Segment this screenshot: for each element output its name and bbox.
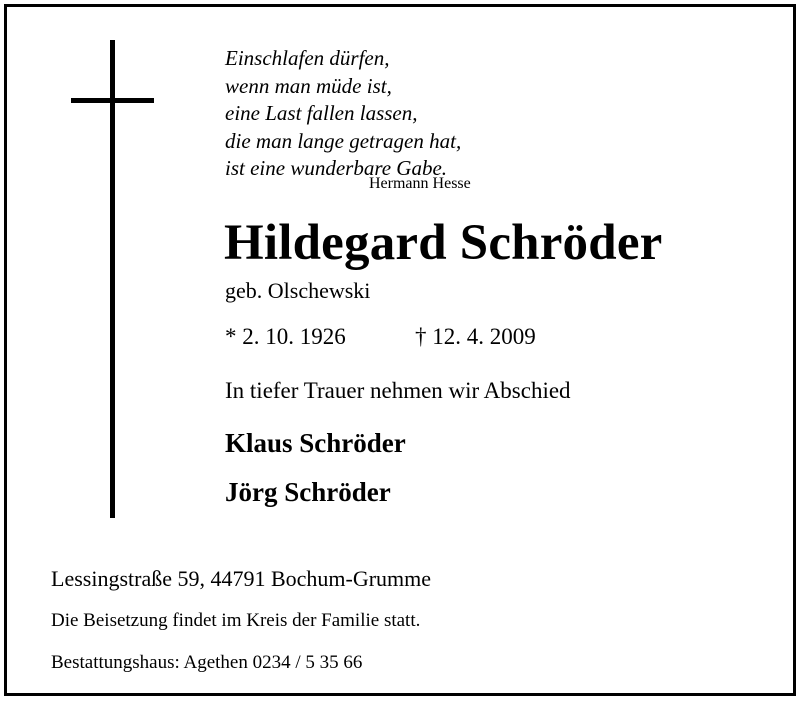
cross-vertical-bar bbox=[110, 40, 115, 518]
poem-line: wenn man müde ist, bbox=[225, 73, 392, 98]
deceased-name: Hildegard Schröder bbox=[224, 215, 663, 271]
birth-date: * 2. 10. 1926 bbox=[225, 324, 346, 349]
poem-line: Einschlafen dürfen, bbox=[225, 46, 390, 70]
poem-line: eine Last fallen lassen, bbox=[225, 101, 418, 125]
undertaker-contact: Bestattungshaus: Agethen 0234 / 5 35 66 bbox=[51, 652, 363, 673]
mourner-name: Klaus Schröder bbox=[225, 428, 406, 458]
mourning-text: In tiefer Trauer nehmen wir Abschied bbox=[225, 378, 571, 403]
poem-author: Hermann Hesse bbox=[369, 175, 471, 192]
maiden-name: geb. Olschewski bbox=[225, 278, 371, 303]
mourner-name: Jörg Schröder bbox=[225, 477, 391, 507]
cross-horizontal-bar bbox=[71, 98, 154, 103]
poem-line: die man lange getragen hat, bbox=[225, 128, 462, 153]
obituary-notice bbox=[4, 4, 796, 696]
funeral-note: Die Beisetzung findet im Kreis der Familie statt. bbox=[51, 610, 421, 631]
family-address: Lessingstraße 59, 44791 Bochum-Grumme bbox=[51, 566, 432, 591]
poem-line: ist eine wunderbare Gabe. bbox=[225, 156, 448, 180]
death-date: † 12. 4. 2009 bbox=[415, 324, 536, 349]
poem bbox=[225, 45, 525, 183]
